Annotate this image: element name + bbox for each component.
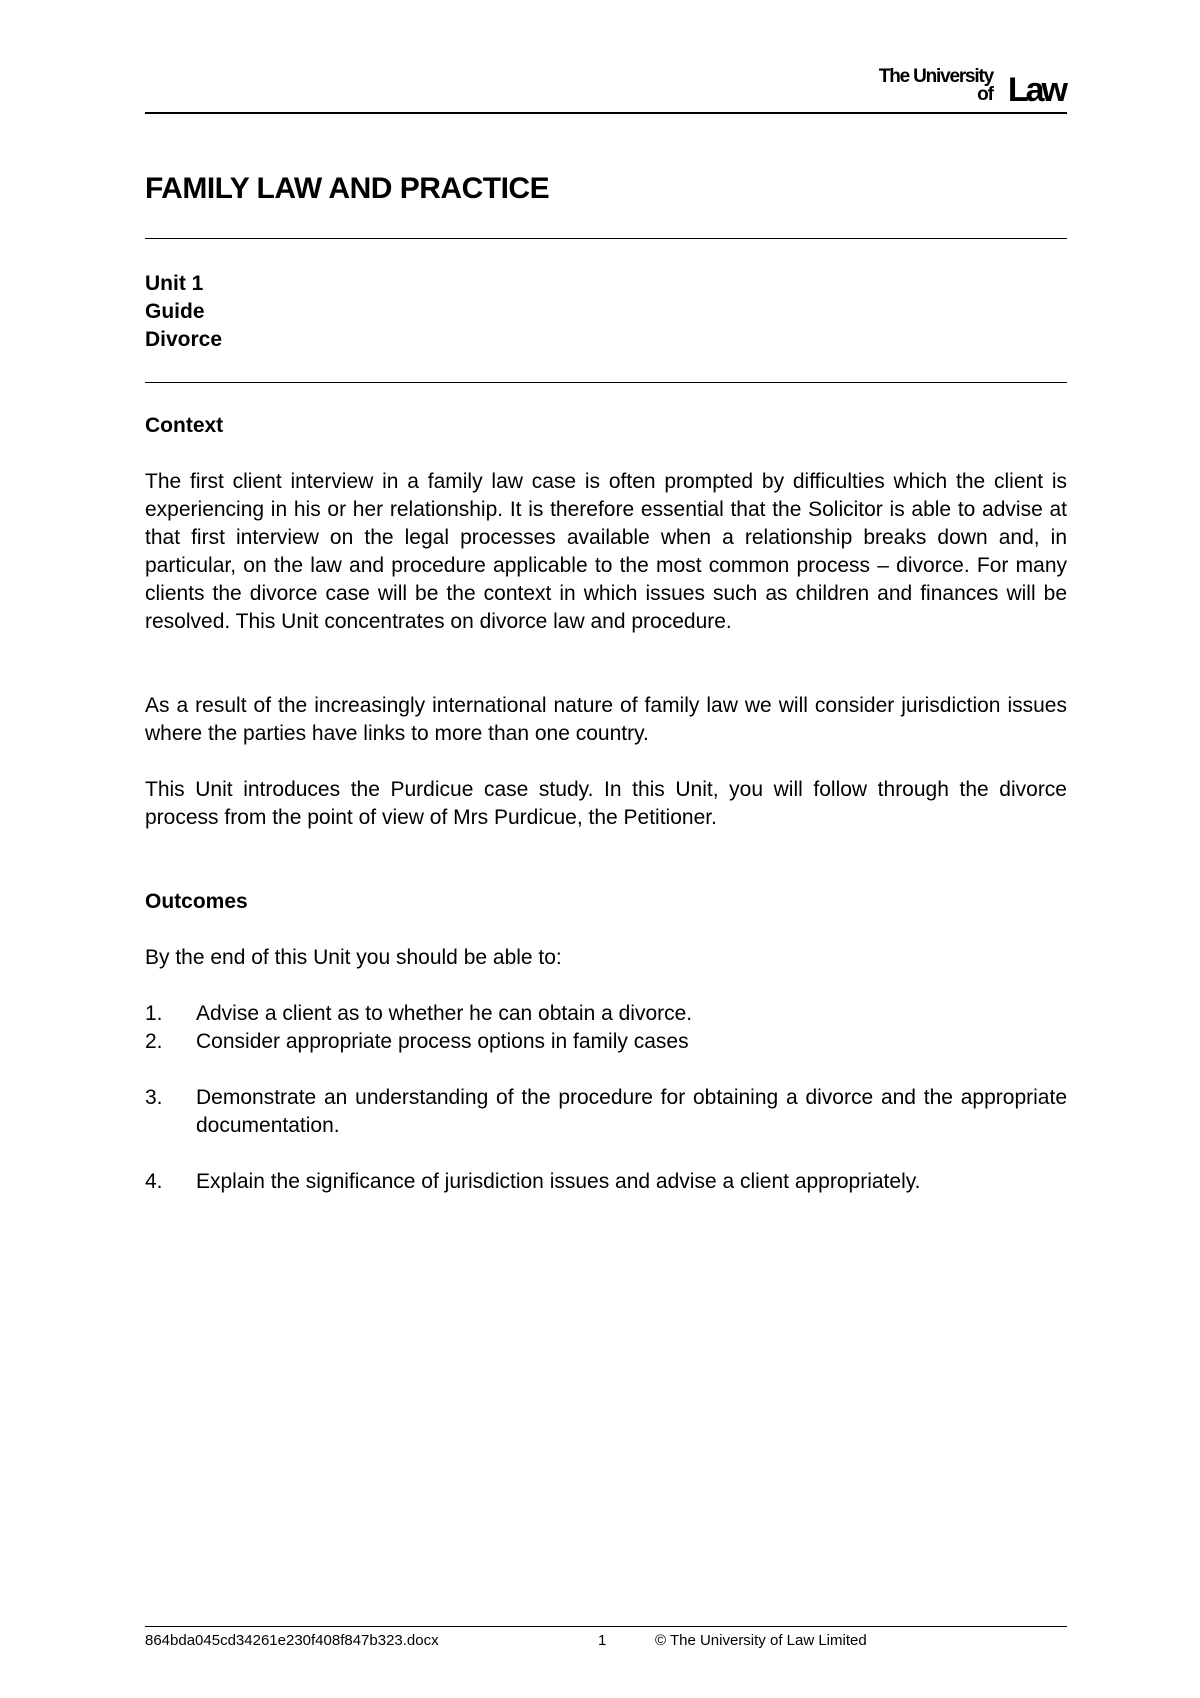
outcome-item	[145, 1028, 1067, 1056]
outcome-number: 4.	[145, 1170, 163, 1193]
outcome-text: Explain the significance of jurisdiction issues and advise a client appropriately.	[196, 1170, 921, 1193]
context-paragraph-3: This Unit introduces the Purdicue case study. In this Unit, you will follow through the divorce process from the point of view of Mrs Purdicue, the Petitioner.	[145, 778, 1067, 829]
logo-line-2: of	[977, 84, 993, 105]
outcome-item	[145, 1168, 1067, 1196]
context-paragraph-1: The first client interview in a family law case is often prompted by difficulties which the client is experiencing in his or her relationship. It is therefore essential that the Solicitor is able to advise at that first interview on the legal processes available when a relationship breaks down and, in particular, on the law and procedure applicable to the most common process – divorce. For many clients the divorce case will be the context in which issues such as children and finances will be resolved. This Unit concentrates on divorce law and procedure.	[145, 470, 1067, 633]
footer-rule	[145, 1626, 1067, 1627]
context-heading: Context	[145, 414, 224, 437]
outcome-text: Advise a client as to whether he can obtain a divorce.	[196, 1002, 693, 1025]
outcome-number: 3.	[145, 1086, 163, 1109]
unit-number: Unit 1	[145, 272, 204, 295]
outcome-number: 2.	[145, 1030, 163, 1053]
title-rule	[145, 238, 1067, 239]
unit-type: Guide	[145, 300, 205, 323]
header-rule	[145, 112, 1067, 114]
logo-word-law: Law	[1007, 71, 1065, 109]
context-paragraph-2: As a result of the increasingly international nature of family law we will consider jurisdiction issues where the parties have links to more than one country.	[145, 694, 1067, 745]
footer-filename: 864bda045cd34261e230f408f847b323.docx	[145, 1632, 439, 1649]
outcomes-intro: By the end of this Unit you should be able to:	[145, 946, 562, 969]
outcome-item	[145, 1000, 1067, 1028]
unit-block	[145, 270, 222, 354]
outcome-number: 1.	[145, 1002, 163, 1025]
unit-topic: Divorce	[145, 328, 223, 351]
footer-copyright: © The University of Law Limited	[655, 1632, 867, 1649]
unit-rule	[145, 382, 1067, 383]
logo-line-1: The University	[878, 66, 993, 87]
outcome-item	[145, 1084, 1067, 1140]
outcome-text: Consider appropriate process options in family cases	[196, 1030, 689, 1053]
outcome-text: Demonstrate an understanding of the procedure for obtaining a divorce and the appropriate documentation.	[196, 1086, 1067, 1137]
outcomes-heading: Outcomes	[145, 890, 248, 913]
document-title: FAMILY LAW AND PRACTICE	[145, 172, 550, 205]
footer-page-number: 1	[598, 1632, 607, 1649]
university-logo	[855, 66, 1065, 109]
